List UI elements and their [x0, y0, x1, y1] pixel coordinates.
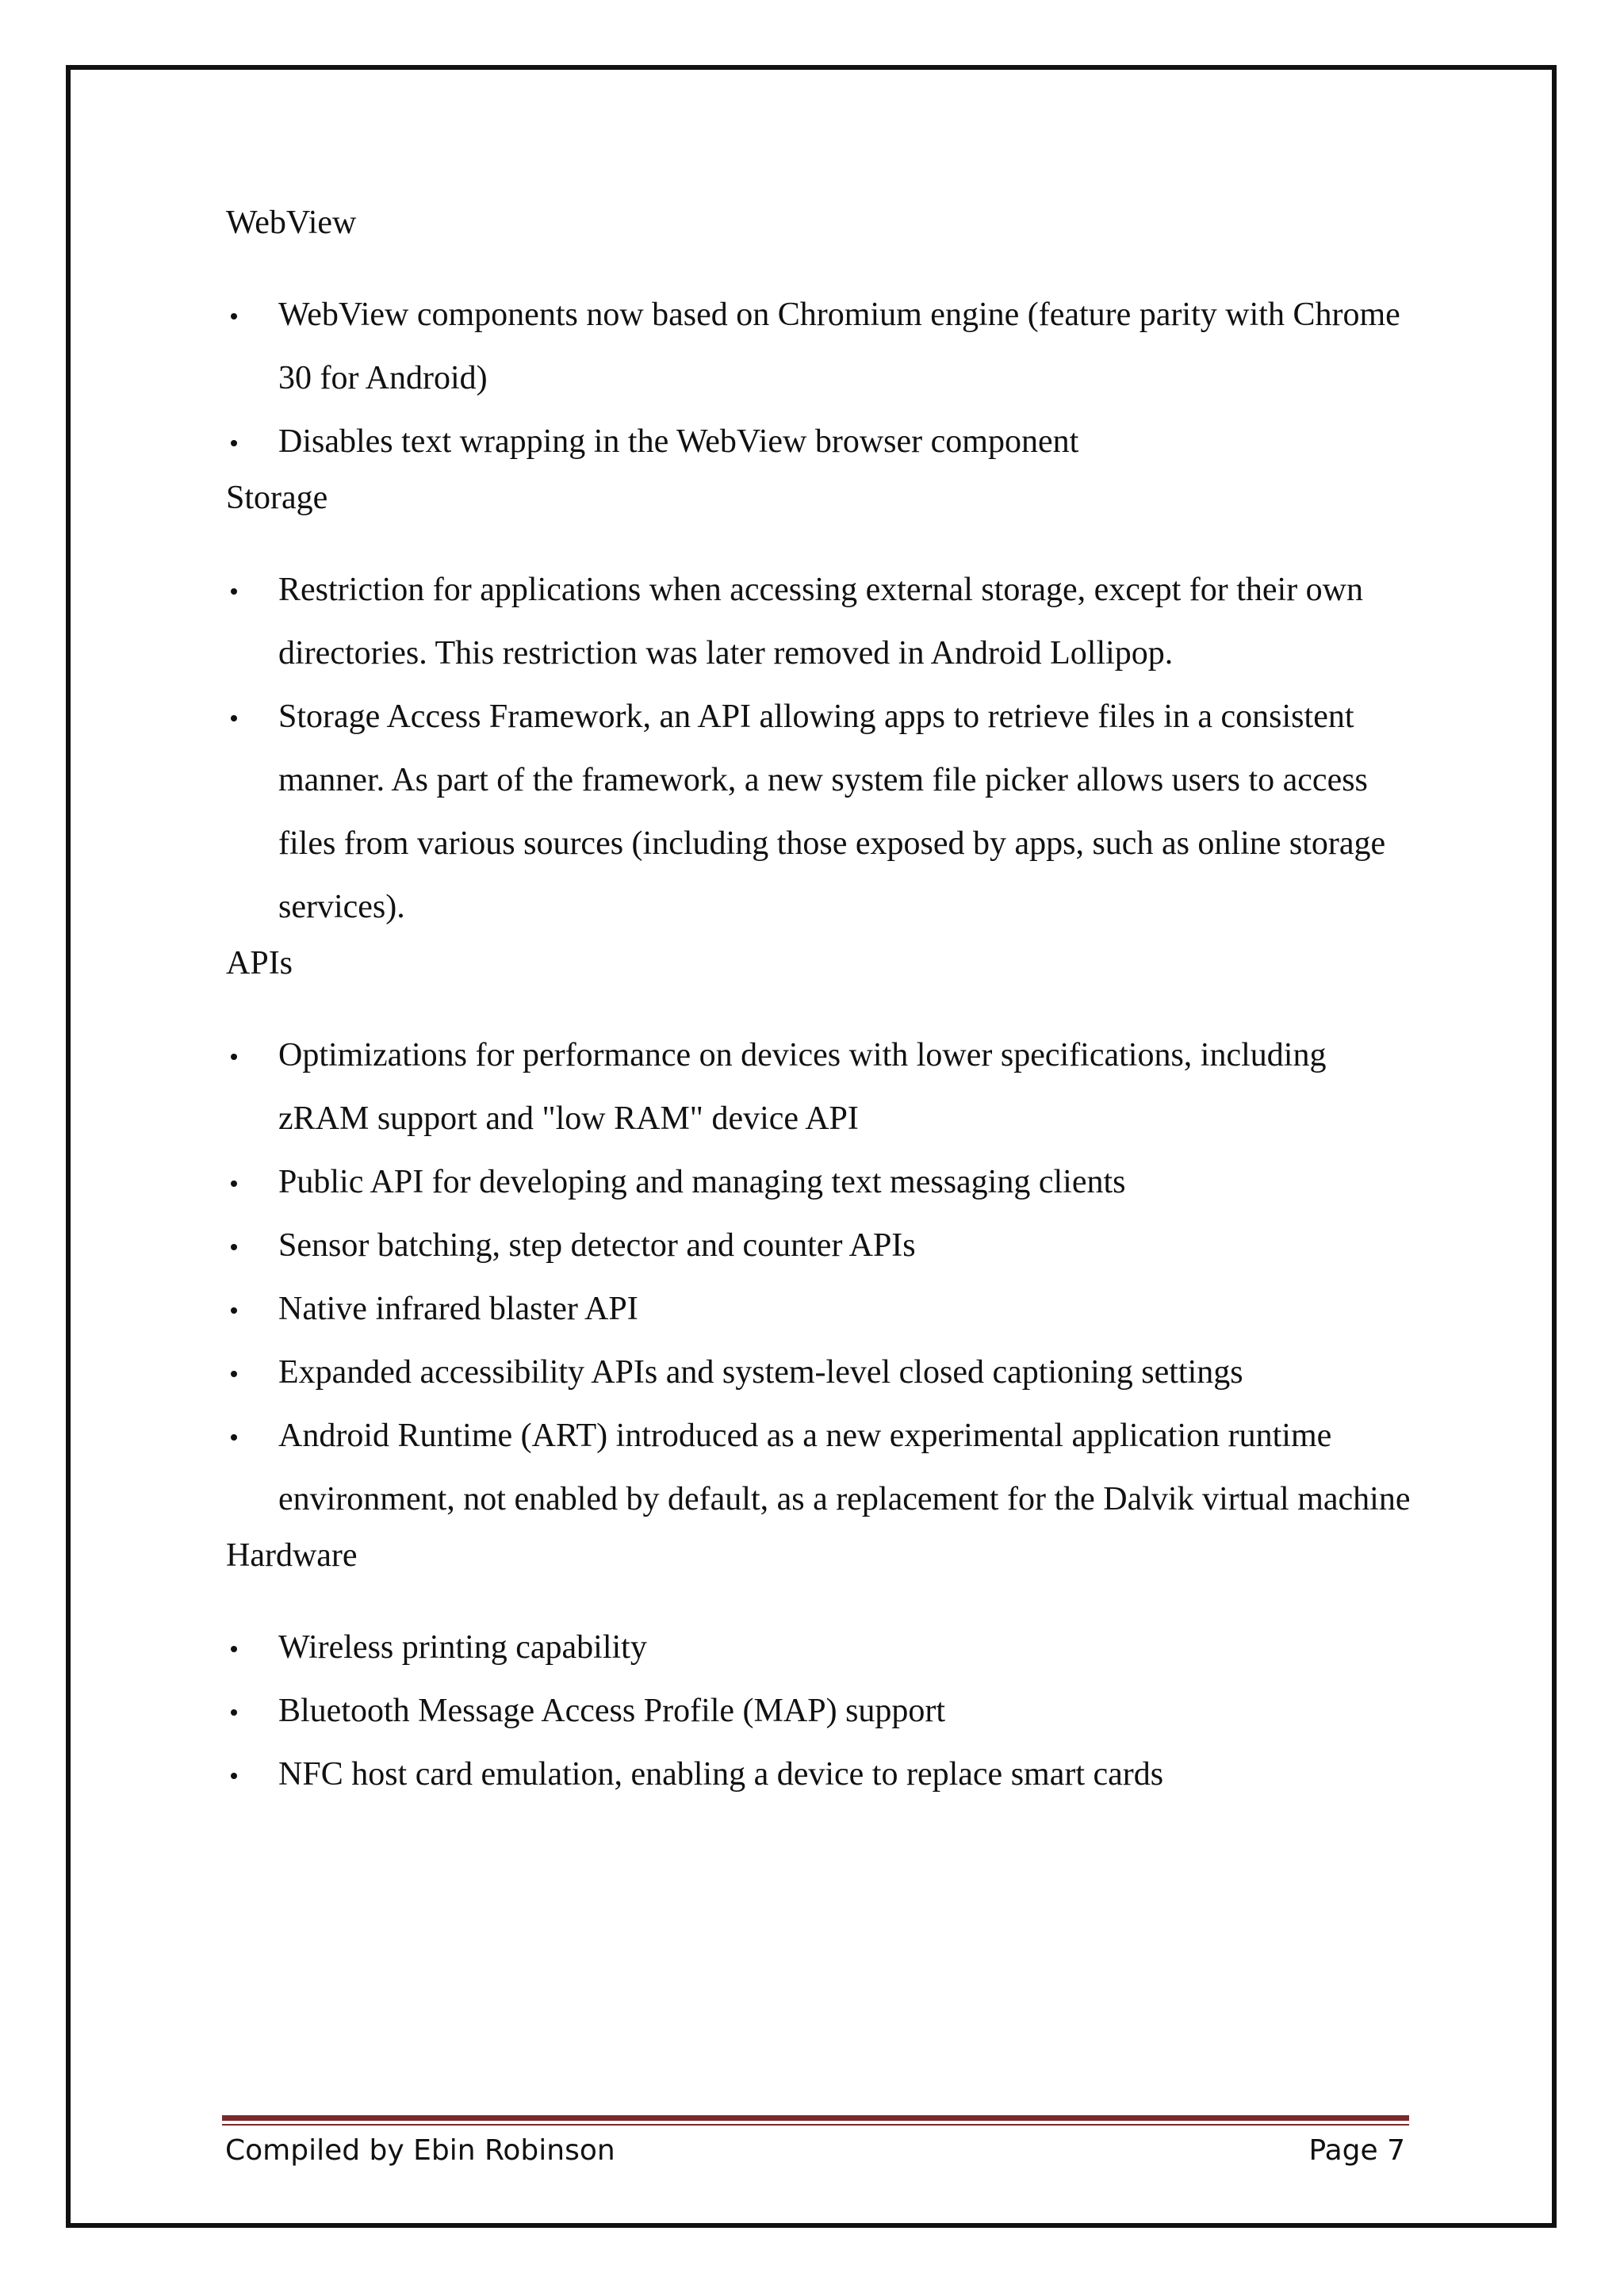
footer-author: Compiled by Ebin Robinson [225, 2134, 615, 2167]
list-item: Disables text wrapping in the WebView browser component [226, 410, 1415, 473]
footer-divider-thin [222, 2124, 1409, 2126]
list-item: Native infrared blaster API [226, 1277, 1415, 1341]
list-item: NFC host card emulation, enabling a device to replace smart cards [226, 1743, 1415, 1806]
bullet-list-webview [226, 283, 1415, 473]
bullet-list-storage [226, 558, 1415, 939]
list-item: Storage Access Framework, an API allowing apps to retrieve files in a consistent manner. As part of the framework, a new system file picker allows users to access files from various sources (including those exposed by apps, such as online storage services). [226, 685, 1415, 939]
footer-divider [222, 2115, 1409, 2121]
list-item: WebView components now based on Chromium engine (feature parity with Chrome 30 for Android) [226, 283, 1415, 410]
list-item: Expanded accessibility APIs and system-level closed captioning settings [226, 1341, 1415, 1404]
section-heading-hardware: Hardware [226, 1537, 358, 1574]
section-heading-storage: Storage [226, 480, 328, 516]
section-heading-apis: APIs [226, 945, 293, 982]
list-item: Bluetooth Message Access Profile (MAP) support [226, 1679, 1415, 1743]
page-number: Page 7 [1308, 2134, 1405, 2167]
list-item: Sensor batching, step detector and counter APIs [226, 1214, 1415, 1277]
document-body [226, 206, 1415, 1806]
section-heading-webview: WebView [226, 205, 357, 241]
list-item: Public API for developing and managing text messaging clients [226, 1150, 1415, 1214]
bullet-list-apis [226, 1024, 1415, 1531]
list-item: Optimizations for performance on devices with lower specifications, including zRAM support and "low RAM" device API [226, 1024, 1415, 1150]
list-item: Android Runtime (ART) introduced as a new experimental application runtime environment, not enabled by default, as a replacement for the Dalvik virtual machine [226, 1404, 1415, 1531]
list-item: Restriction for applications when accessing external storage, except for their own directories. This restriction was later removed in Android Lollipop. [226, 558, 1415, 685]
bullet-list-hardware [226, 1616, 1415, 1806]
list-item: Wireless printing capability [226, 1616, 1415, 1679]
